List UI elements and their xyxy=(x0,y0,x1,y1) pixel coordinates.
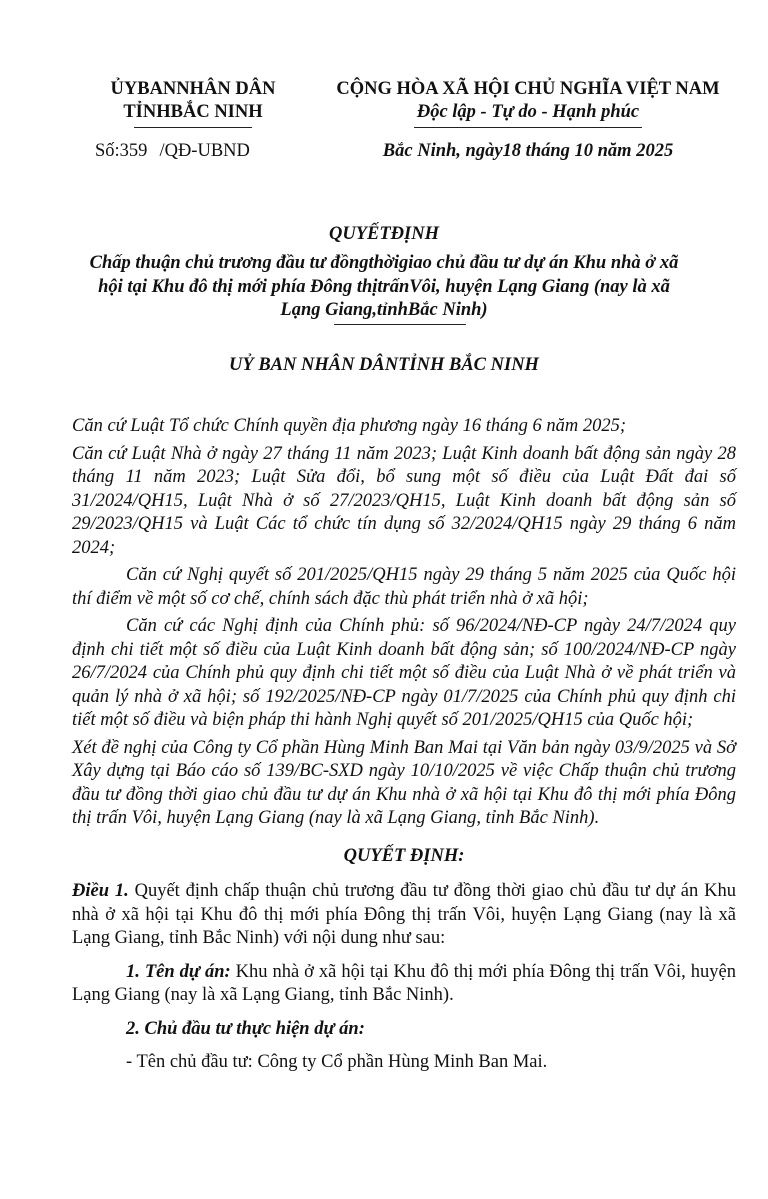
item-1-label: 1. Tên dự án: xyxy=(126,961,231,982)
doc-number-suffix: /QĐ-UBND xyxy=(159,141,250,161)
subject-underline xyxy=(334,324,466,325)
item-2-label: 2. Chủ đầu tư thực hiện dự án: xyxy=(126,1018,365,1039)
agency-line-1: ỦYBANNHÂN DÂN xyxy=(110,79,276,99)
agency-line-2: TỈNHBẮC NINH xyxy=(123,102,263,122)
article-1-label: Điều 1. xyxy=(72,881,129,901)
document-subject xyxy=(88,252,680,323)
legal-basis-4: Căn cứ các Nghị định của Chính phủ: số 96/2024/NĐ-CP ngày 24/7/2024 quy định chi tiết một số điều của Luật Kinh doanh bất động sản; số 100/2024/NĐ-CP ngày 26/7/2024 của Chính phủ quy định chi tiết một số điều của Luật Nhà ở về phát triển và quản lý nhà ở xã hội; số 192/2025/NĐ-CP ngày 01/7/2025 của Chính phủ quy định chi tiết một số điều và biện pháp thi hành Nghị quyết số 201/2025/QH15 của Quốc hội; xyxy=(72,616,736,730)
item-1 xyxy=(72,961,736,1008)
national-heading xyxy=(318,78,738,128)
investor-line: - Tên chủ đầu tư: Công ty Cổ phần Hùng Minh Ban Mai. xyxy=(126,1052,548,1072)
legal-basis-2: Căn cứ Luật Nhà ở ngày 27 tháng 11 năm 2023; Luật Kinh doanh bất động sản ngày 28 tháng 11 năm 2023; Luật Sửa đổi, bổ sung một số điều của Luật Đất đai số 31/2024/QH15, Luật Nhà ở số 27/2023/QH15, Luật Kinh doanh bất động sản số 29/2023/QH15 và Luật Các tổ chức tín dụng số 32/2024/QH15 ngày 29 tháng 6 năm 2024; xyxy=(72,443,736,558)
document-title: QUYẾTĐỊNH xyxy=(329,224,439,244)
doc-number-label: Số:359 xyxy=(95,141,148,161)
article-1 xyxy=(72,880,736,951)
issuing-authority: UỶ BAN NHÂN DÂNTỈNH BẮC NINH xyxy=(229,355,539,375)
subject-line-3: Lạng Giang,tỉnhBắc Ninh) xyxy=(280,300,488,320)
motto-underline xyxy=(414,127,642,128)
article-1-text: Quyết định chấp thuận chủ trương đầu tư đồng thời giao chủ đầu tư dự án Khu nhà ở xã hội tại Khu đô thị mới phía Đông thị trấn Vôi, huyện Lạng Giang (nay là xã Lạng Giang, tỉnh Bắc Ninh) với nội dung như sau: xyxy=(72,881,736,948)
issue-date: Bắc Ninh, ngày18 tháng 10 năm 2025 xyxy=(382,141,674,161)
document-body xyxy=(72,415,736,1079)
country-name: CỘNG HÒA XÃ HỘI CHỦ NGHĨA VIỆT NAM xyxy=(336,79,720,99)
item-2 xyxy=(72,1018,736,1042)
legal-basis-1: Căn cứ Luật Tổ chức Chính quyền địa phương ngày 16 tháng 6 năm 2025; xyxy=(72,416,626,436)
issuing-agency xyxy=(88,78,298,128)
item-1-text: Khu nhà ở xã hội tại Khu đô thị mới phía Đông thị trấn Vôi, huyện Lạng Giang (nay là xã Lạng Giang, tỉnh Bắc Ninh). xyxy=(72,961,736,1005)
subject-line-2: hội tại Khu đô thị mới phía Đông thịtrấnVôi, huyện Lạng Giang (nay là xã xyxy=(98,276,670,297)
subject-line-1: Chấp thuận chủ trương đầu tư đồngthờigiao chủ đầu tư dự án Khu nhà ở xã xyxy=(89,253,679,273)
national-motto: Độc lập - Tự do - Hạnh phúc xyxy=(416,102,640,122)
document-number xyxy=(95,141,250,162)
legal-basis-3: Căn cứ Nghị quyết số 201/2025/QH15 ngày 29 tháng 5 năm 2025 của Quốc hội thí điểm về một số cơ chế, chính sách đặc thù phát triển nhà ở xã hội; xyxy=(72,565,736,609)
agency-underline xyxy=(134,127,252,128)
legal-basis-5: Xét đề nghị của Công ty Cổ phần Hùng Minh Ban Mai tại Văn bản ngày 03/9/2025 và Sở Xây dựng tại Báo cáo số 139/BC-SXD ngày 10/10/2025 về việc Chấp thuận chủ trương đầu tư đồng thời giao chủ đầu tư dự án Khu nhà ở xã hội tại Khu đô thị mới phía Đông thị trấn Vôi, huyện Lạng Giang (nay là xã Lạng Giang, tỉnh Bắc Ninh). xyxy=(72,737,736,828)
decision-heading: QUYẾT ĐỊNH: xyxy=(343,845,465,866)
